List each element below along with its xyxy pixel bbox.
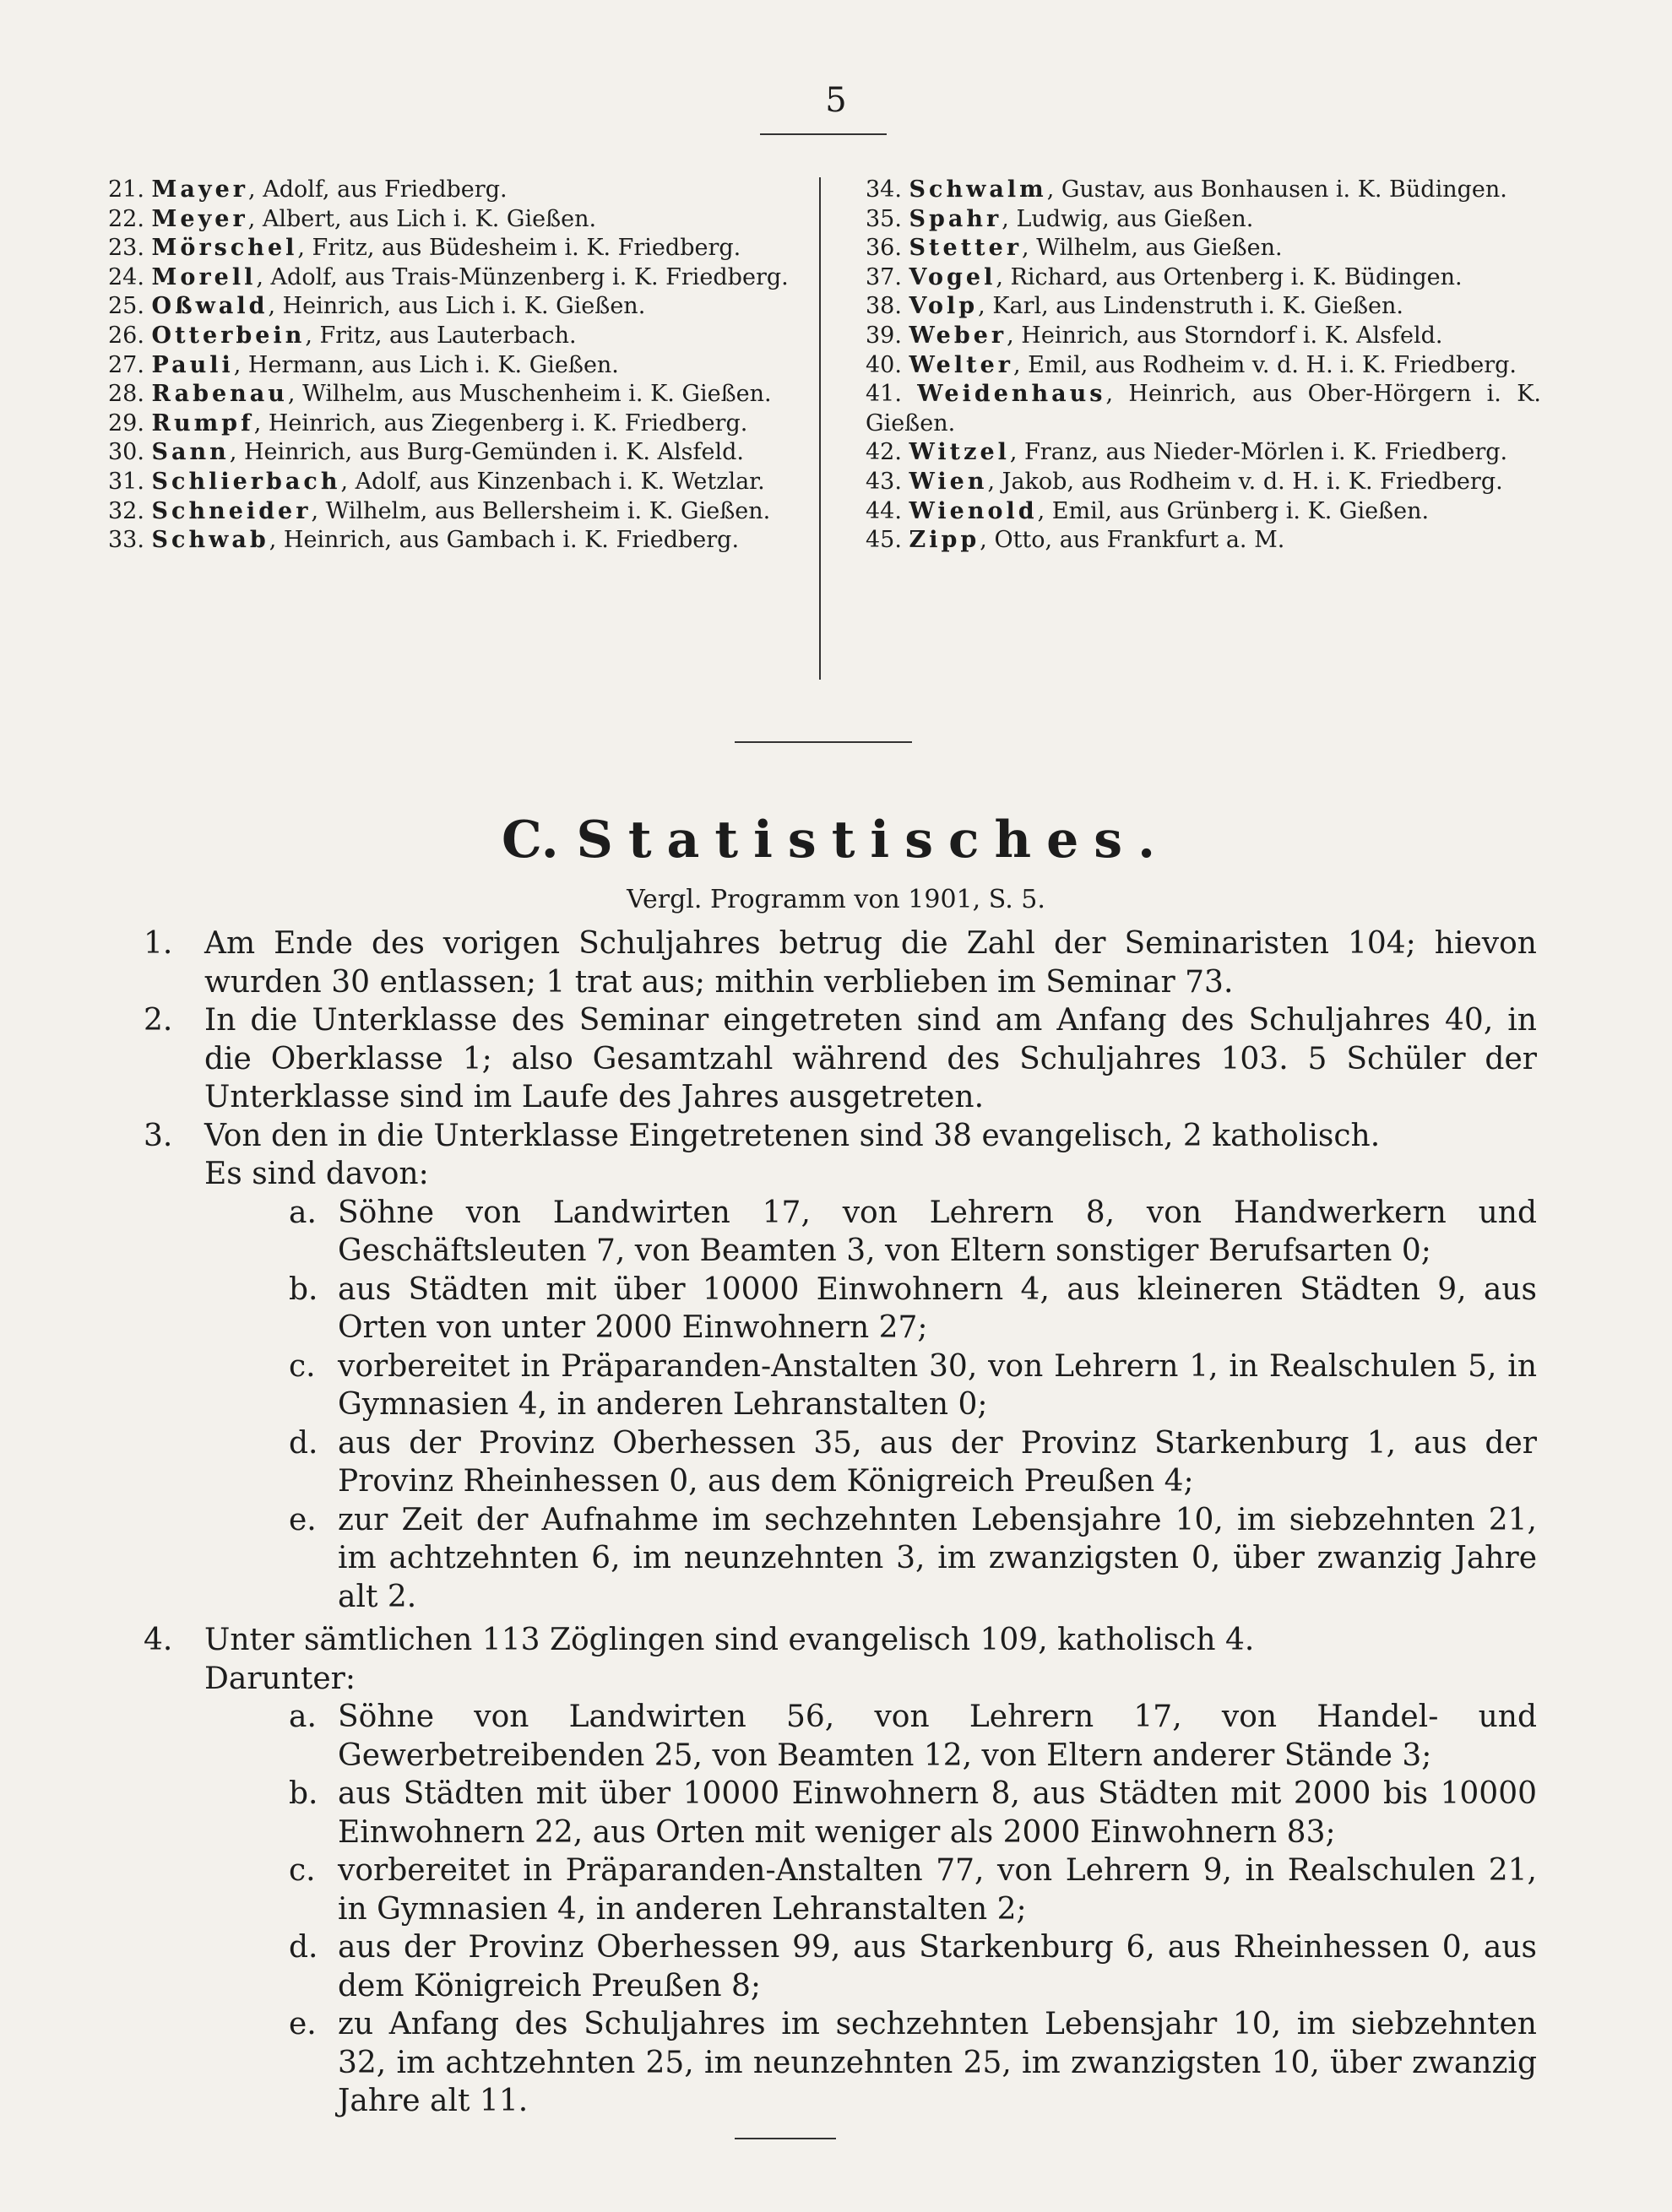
roster-entry: 29. Rumpf, Heinrich, aus Ziegenberg i. K. Friedberg. bbox=[108, 409, 748, 436]
roster-entry: 45. Zipp, Otto, aus Frankfurt a. M. bbox=[866, 527, 1285, 554]
section-title: Statistisches. bbox=[576, 811, 1170, 870]
stat-item: 4. Unter sämtlichen 113 Zöglingen sind evangelisch 109, katholisch 4. bbox=[144, 1623, 1255, 1657]
stat-item: 2. In die Unterklasse des Seminar eingetreten sind am Anfang des Schuljahres 40, in die Oberklasse 1; also Gesamtzahl während des Schuljahres 103. 5 Schüler der Unterklasse sind im Laufe des Jahres ausgetreten. bbox=[144, 1003, 1537, 1114]
roster-entry: 38. Volp, Karl, aus Lindenstruth i. K. Gießen. bbox=[866, 293, 1403, 320]
stat-subitem: e. zu Anfang des Schuljahres im sechzehnten Lebensjahr 10, im siebzehnten 32, im achtzehnten 25, im neunzehnten 25, im zwanzigsten 10, über zwanzig Jahre alt 11. bbox=[289, 2007, 1537, 2118]
roster-entry: 26. Otterbein, Fritz, aus Lauterbach. bbox=[108, 322, 577, 349]
roster-entry: 34. Schwalm, Gustav, aus Bonhausen i. K. Büdingen. bbox=[866, 176, 1507, 203]
roster-entry: 35. Spahr, Ludwig, aus Gießen. bbox=[866, 205, 1254, 232]
section-letter: C. bbox=[502, 811, 559, 870]
stat-subitem: e. zur Zeit der Aufnahme im sechzehnten Lebensjahre 10, im siebzehnten 21, im achtzehnten 6, im neunzehnten 3, im zwanzigsten 0, über zwanzig Jahre alt 2. bbox=[289, 1502, 1537, 1614]
stat-intro: Es sind davon: bbox=[204, 1157, 429, 1191]
page-number: 5 bbox=[825, 81, 847, 120]
stat-subitem: d. aus der Provinz Oberhessen 99, aus Starkenburg 6, aus Rheinhessen 0, aus dem Königreich Preußen 8; bbox=[289, 1930, 1537, 2003]
roster-entry: 22. Meyer, Albert, aus Lich i. K. Gießen. bbox=[108, 205, 597, 232]
roster-entry: 43. Wien, Jakob, aus Rodheim v. d. H. i. K. Friedberg. bbox=[866, 468, 1503, 495]
roster-entry: 21. Mayer, Adolf, aus Friedberg. bbox=[108, 176, 508, 203]
stat-subitem: b. aus Städten mit über 10000 Einwohnern 8, aus Städten mit 2000 bis 10000 Einwohnern 22, aus Orten mit weniger als 2000 Einwohnern 83; bbox=[289, 1776, 1537, 1850]
section-reference: Vergl. Programm von 1901, S. 5. bbox=[627, 885, 1045, 914]
roster-entry: 25. Oßwald, Heinrich, aus Lich i. K. Gießen. bbox=[108, 293, 646, 320]
stat-subitem: b. aus Städten mit über 10000 Einwohnern 4, aus kleineren Städten 9, aus Orten von unter 2000 Einwohnern 27; bbox=[289, 1271, 1537, 1345]
roster-left-column bbox=[108, 176, 816, 556]
section-rule bbox=[735, 741, 912, 743]
roster-entry: 28. Rabenau, Wilhelm, aus Muschenheim i. K. Gießen. bbox=[108, 381, 772, 408]
stat-item: 1. Am Ende des vorigen Schuljahres betrug die Zahl der Seminaristen 104; hievon wurden 30 entlassen; 1 trat aus; mithin verblieben im Seminar 73. bbox=[144, 926, 1537, 1000]
roster-entry: 23. Mörschel, Fritz, aus Büdesheim i. K. Friedberg. bbox=[108, 235, 741, 262]
roster-entry: 37. Vogel, Richard, aus Ortenberg i. K. Büdingen. bbox=[866, 263, 1463, 290]
stat-subitem: d. aus der Provinz Oberhessen 35, aus der Provinz Starkenburg 1, aus der Provinz Rheinhessen 0, aus dem Königreich Preußen 4; bbox=[289, 1425, 1537, 1499]
roster-right-column bbox=[866, 176, 1541, 556]
stat-subitem: a. Söhne von Landwirten 56, von Lehrern 17, von Handel- und Gewerbetreibenden 25, von Beamten 12, von Eltern anderer Stände 3; bbox=[289, 1700, 1537, 1773]
roster-entry: 30. Sann, Heinrich, aus Burg-Gemünden i. K. Alsfeld. bbox=[108, 439, 744, 466]
roster-entry: 31. Schlierbach, Adolf, aus Kinzenbach i. K. Wetzlar. bbox=[108, 468, 765, 495]
stat-subitem: c. vorbereitet in Präparanden-Anstalten 30, von Lehrern 1, in Realschulen 5, in Gymnasien 4, in anderen Lehranstalten 0; bbox=[289, 1348, 1537, 1422]
statistics-body bbox=[144, 924, 1537, 2121]
roster-entry: 33. Schwab, Heinrich, aus Gambach i. K. Friedberg. bbox=[108, 527, 740, 554]
stat-intro: Darunter: bbox=[204, 1661, 356, 1696]
roster-entry: 41. Weidenhaus, Heinrich, aus Ober-Hörgern i. K. Gießen. bbox=[866, 381, 1541, 436]
section-heading bbox=[0, 811, 1672, 870]
roster-entry: 24. Morell, Adolf, aus Trais-Münzenberg i. K. Friedberg. bbox=[108, 263, 789, 290]
column-divider bbox=[819, 177, 821, 680]
bottom-rule bbox=[735, 2138, 836, 2139]
stat-subitem: a. Söhne von Landwirten 17, von Lehrern 8, von Handwerkern und Geschäftsleuten 7, von Beamten 3, von Eltern sonstiger Berufsarten 0; bbox=[289, 1195, 1537, 1268]
roster-entry: 27. Pauli, Hermann, aus Lich i. K. Gießen. bbox=[108, 351, 619, 378]
roster-entry: 32. Schneider, Wilhelm, aus Bellersheim i. K. Gießen. bbox=[108, 497, 771, 524]
roster-entry: 44. Wienold, Emil, aus Grünberg i. K. Gießen. bbox=[866, 497, 1430, 524]
roster-entry: 39. Weber, Heinrich, aus Storndorf i. K. Alsfeld. bbox=[866, 322, 1443, 349]
stat-subitem: c. vorbereitet in Präparanden-Anstalten 77, von Lehrern 9, in Realschulen 21, in Gymnasien 4, in anderen Lehranstalten 2; bbox=[289, 1853, 1537, 1927]
roster-entry: 42. Witzel, Franz, aus Nieder-Mörlen i. K. Friedberg. bbox=[866, 439, 1508, 466]
stat-item: 3. Von den in die Unterklasse Eingetretenen sind 38 evangelisch, 2 katholisch. bbox=[144, 1118, 1381, 1153]
roster-entry: 36. Stetter, Wilhelm, aus Gießen. bbox=[866, 235, 1283, 262]
roster-entry: 40. Welter, Emil, aus Rodheim v. d. H. i. K. Friedberg. bbox=[866, 351, 1517, 378]
top-rule bbox=[760, 133, 887, 135]
